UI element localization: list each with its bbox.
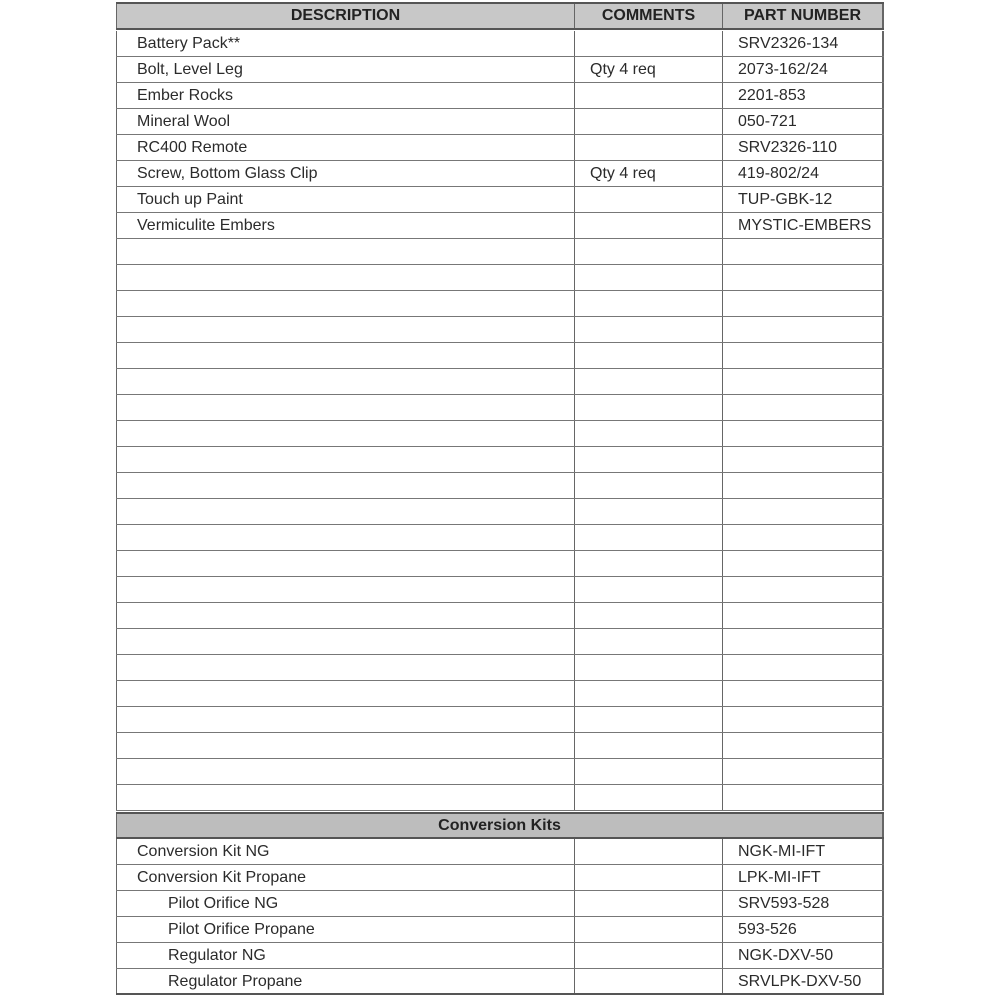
part-number-cell (722, 317, 884, 342)
table-row (116, 839, 884, 865)
comments-cell (574, 369, 722, 394)
part-number-cell (722, 369, 884, 394)
comments-cell (574, 629, 722, 654)
description-cell (116, 629, 574, 654)
table-row (116, 629, 884, 655)
part-number-cell (722, 785, 884, 810)
table-row (116, 969, 884, 995)
description-cell: Conversion Kit Propane (116, 865, 574, 890)
part-number-cell (722, 655, 884, 680)
part-number-cell (722, 603, 884, 628)
description-cell (116, 759, 574, 784)
table-row (116, 447, 884, 473)
table-row (116, 891, 884, 917)
part-number-header: PART NUMBER (722, 4, 884, 28)
comments-cell: Qty 4 req (574, 161, 722, 186)
description-cell (116, 317, 574, 342)
description-cell (116, 577, 574, 602)
description-cell (116, 343, 574, 368)
part-number-cell (722, 447, 884, 472)
description-cell: RC400 Remote (116, 135, 574, 160)
conversion-kits-section-header (116, 812, 884, 839)
table-row (116, 681, 884, 707)
comments-cell (574, 499, 722, 524)
part-number-cell: LPK-MI-IFT (722, 865, 884, 890)
part-number-cell: SRV2326-134 (722, 31, 884, 56)
description-cell: Battery Pack** (116, 31, 574, 56)
table-row (116, 161, 884, 187)
comments-cell (574, 891, 722, 916)
table-row (116, 707, 884, 733)
description-cell (116, 265, 574, 290)
part-number-cell: 593-526 (722, 917, 884, 942)
part-number-cell (722, 759, 884, 784)
comments-cell (574, 317, 722, 342)
description-cell (116, 733, 574, 758)
comments-cell (574, 343, 722, 368)
part-number-cell (722, 707, 884, 732)
comments-cell (574, 733, 722, 758)
part-number-cell (722, 629, 884, 654)
table-row (116, 603, 884, 629)
part-number-cell (722, 499, 884, 524)
part-number-cell (722, 395, 884, 420)
table-row (116, 213, 884, 239)
description-cell (116, 551, 574, 576)
comments-cell (574, 681, 722, 706)
part-number-cell: 050-721 (722, 109, 884, 134)
part-number-cell (722, 291, 884, 316)
part-number-cell: MYSTIC-EMBERS (722, 213, 884, 238)
part-number-cell (722, 577, 884, 602)
part-number-cell: NGK-MI-IFT (722, 839, 884, 864)
table-row (116, 943, 884, 969)
part-number-cell (722, 733, 884, 758)
table-row (116, 291, 884, 317)
comments-cell (574, 265, 722, 290)
comments-cell (574, 917, 722, 942)
table-row (116, 865, 884, 891)
table-row (116, 135, 884, 161)
part-number-cell (722, 551, 884, 576)
part-number-cell: 419-802/24 (722, 161, 884, 186)
part-number-cell (722, 421, 884, 446)
part-number-cell (722, 239, 884, 264)
table-row (116, 577, 884, 603)
description-cell: Pilot Orifice Propane (116, 917, 574, 942)
table-row (116, 785, 884, 811)
table-row (116, 31, 884, 57)
table-row (116, 917, 884, 943)
comments-cell (574, 239, 722, 264)
comments-cell (574, 551, 722, 576)
comments-cell (574, 943, 722, 968)
comments-cell (574, 83, 722, 108)
description-cell (116, 395, 574, 420)
comments-cell (574, 969, 722, 994)
description-cell (116, 421, 574, 446)
table-row (116, 655, 884, 681)
description-cell (116, 525, 574, 550)
description-cell: Regulator NG (116, 943, 574, 968)
comments-cell (574, 135, 722, 160)
table-row (116, 317, 884, 343)
description-cell: Touch up Paint (116, 187, 574, 212)
description-cell: Screw, Bottom Glass Clip (116, 161, 574, 186)
comments-cell (574, 31, 722, 56)
description-cell: Regulator Propane (116, 969, 574, 994)
part-number-cell (722, 265, 884, 290)
part-number-cell (722, 681, 884, 706)
table-row (116, 551, 884, 577)
part-number-cell (722, 525, 884, 550)
table-row (116, 759, 884, 785)
part-number-cell: 2073-162/24 (722, 57, 884, 82)
part-number-cell (722, 343, 884, 368)
description-cell: Ember Rocks (116, 83, 574, 108)
description-cell (116, 707, 574, 732)
comments-cell (574, 421, 722, 446)
comments-header: COMMENTS (574, 4, 722, 28)
table-row (116, 265, 884, 291)
description-cell (116, 681, 574, 706)
comments-cell (574, 213, 722, 238)
table-header (116, 2, 884, 30)
description-cell (116, 603, 574, 628)
table-row (116, 343, 884, 369)
part-number-cell: TUP-GBK-12 (722, 187, 884, 212)
description-cell: Vermiculite Embers (116, 213, 574, 238)
comments-cell (574, 447, 722, 472)
comments-cell (574, 759, 722, 784)
table-row (116, 473, 884, 499)
table-row (116, 499, 884, 525)
description-cell: Mineral Wool (116, 109, 574, 134)
table-row (116, 395, 884, 421)
table-bottom-border (116, 993, 884, 995)
comments-cell (574, 187, 722, 212)
table-row (116, 187, 884, 213)
comments-cell (574, 577, 722, 602)
comments-cell (574, 473, 722, 498)
description-cell (116, 369, 574, 394)
part-number-cell: SRVLPK-DXV-50 (722, 969, 884, 994)
table-row (116, 369, 884, 395)
part-number-cell: SRV593-528 (722, 891, 884, 916)
comments-cell (574, 525, 722, 550)
section-title: Conversion Kits (116, 814, 884, 837)
part-number-cell: NGK-DXV-50 (722, 943, 884, 968)
table-row (116, 525, 884, 551)
table-row (116, 421, 884, 447)
table-row (116, 83, 884, 109)
comments-cell (574, 655, 722, 680)
description-cell (116, 447, 574, 472)
part-number-cell: 2201-853 (722, 83, 884, 108)
description-cell (116, 473, 574, 498)
table-row (116, 733, 884, 759)
description-cell: Bolt, Level Leg (116, 57, 574, 82)
table-row (116, 109, 884, 135)
description-cell: Pilot Orifice NG (116, 891, 574, 916)
comments-cell (574, 395, 722, 420)
comments-cell: Qty 4 req (574, 57, 722, 82)
description-cell (116, 655, 574, 680)
part-number-cell: SRV2326-110 (722, 135, 884, 160)
comments-cell (574, 109, 722, 134)
description-cell (116, 499, 574, 524)
comments-cell (574, 785, 722, 810)
comments-cell (574, 839, 722, 864)
table-row (116, 239, 884, 265)
description-cell: Conversion Kit NG (116, 839, 574, 864)
comments-cell (574, 865, 722, 890)
description-cell (116, 291, 574, 316)
description-header: DESCRIPTION (116, 4, 574, 28)
part-number-cell (722, 473, 884, 498)
comments-cell (574, 291, 722, 316)
table-row (116, 57, 884, 83)
comments-cell (574, 707, 722, 732)
comments-cell (574, 603, 722, 628)
description-cell (116, 785, 574, 810)
description-cell (116, 239, 574, 264)
parts-table (116, 0, 884, 996)
